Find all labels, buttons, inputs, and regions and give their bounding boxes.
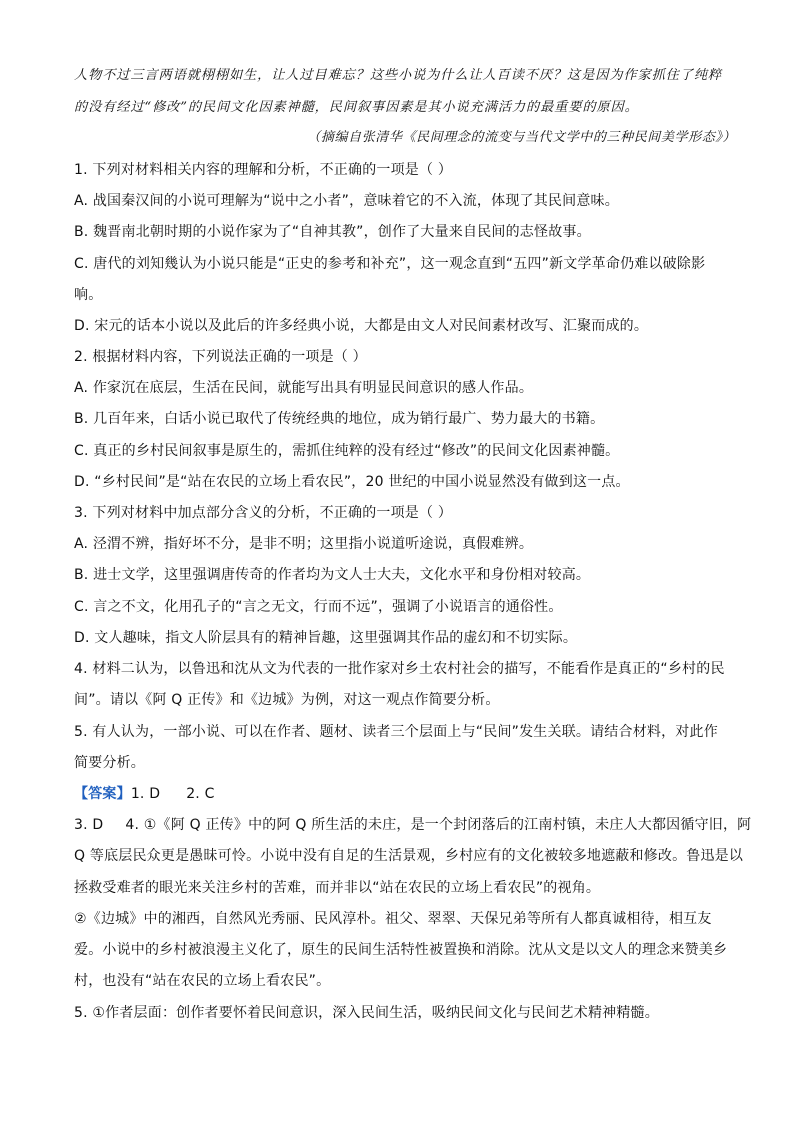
question-4-line-1: 4. 材料二认为，以鲁迅和沈从文为代表的一批作家对乡土农村社会的描写，不能看作是真正的“乡村的民 <box>74 661 725 677</box>
question-3-option-a: A. 泾渭不辨，指好坏不分，是非不明；这里指小说道听途说，真假难辨。 <box>74 536 534 552</box>
question-1-option-a: A. 战国秦汉间的小说可理解为“说中之小者”，意味着它的不入流，体现了其民间意味。 <box>74 193 619 209</box>
answer-5-line-1: 5. ①作者层面：创作者要怀着民间意识，深入民间生活，吸纳民间文化与民间艺术精神精髓。 <box>74 1005 659 1021</box>
question-1-option-c: C. 唐代的刘知幾认为小说只能是“正史的参考和补充”，这一观念直到“五四”新文学革命仍难以破除影 <box>74 256 706 272</box>
question-1-option-d: D. 宋元的话本小说以及此后的许多经典小说，大都是由文人对民间素材改写、汇聚而成的。 <box>74 318 649 334</box>
question-5-line-2: 简要分析。 <box>74 755 145 771</box>
answer-row-1 <box>74 784 734 804</box>
question-3-option-c: C. 言之不文，化用孔子的“言之无文，行而不远”，强调了小说语言的通俗性。 <box>74 599 563 615</box>
question-1-option-b: B. 魏晋南北朝时期的小说作家为了“自神其教”，创作了大量来自民间的志怪故事。 <box>74 224 591 240</box>
question-3-option-b: B. 进士文学，这里强调唐传奇的作者均为文人士大夫，文化水平和身份相对较高。 <box>74 567 591 583</box>
excerpt-line-2: 的没有经过“修改”的民间文化因素神髓，民间叙事因素是其小说充满活力的最重要的原因。 <box>74 100 639 115</box>
answer-4-line-6: 村，也没有“站在农民的立场上看农民”。 <box>74 973 331 989</box>
question-3-option-d: D. 文人趣味，指文人阶层具有的精神旨趣，这里强调其作品的虚幻和不切实际。 <box>74 630 578 646</box>
answer-3: 3. D <box>74 817 104 833</box>
answer-4-line-4: ②《边城》中的湘西，自然风光秀丽、民风淳朴。祖父、翠翠、天保兄弟等所有人都真诚相待，相互友 <box>74 911 712 927</box>
answer-row-2 <box>74 815 752 835</box>
question-2-stem: 2. 根据材料内容，下列说法正确的一项是（ ） <box>74 349 367 365</box>
question-2-option-c: C. 真正的乡村民间叙事是原生的，需抓住纯粹的没有经过“修改”的民间文化因素神髓。 <box>74 443 620 459</box>
question-2-option-a: A. 作家沉在底层，生活在民间，就能写出具有明显民间意识的感人作品。 <box>74 380 534 396</box>
answer-4-line-5: 爱。小说中的乡村被浪漫主义化了，原生的民间生活特性被置换和消除。沈从文是以文人的理念来赞美乡 <box>74 942 728 958</box>
question-1-stem: 1. 下列对材料相关内容的理解和分析，不正确的一项是（ ） <box>74 162 453 178</box>
excerpt-source: （摘编自张清华《民间理念的流变与当代文学中的三种民间美学形态》） <box>307 130 736 145</box>
question-5-line-1: 5. 有人认为，一部小说、可以在作者、题材、读者三个层面上与“民间”发生关联。请结合材料，对此作 <box>74 724 718 740</box>
question-3-stem: 3. 下列对材料中加点部分含义的分析，不正确的一项是（ ） <box>74 505 453 521</box>
question-1-option-c-cont: 响。 <box>74 287 103 303</box>
answer-1: 1. D <box>130 786 161 802</box>
question-2-option-b: B. 几百年来，白话小说已取代了传统经典的地位，成为销行最广、势力最大的书籍。 <box>74 411 605 427</box>
answer-tag: 【答案】 <box>74 786 131 802</box>
question-2-option-d: D. “乡村民间”是“站在农民的立场上看农民”，20 世纪的中国小说显然没有做到这一点。 <box>74 474 630 490</box>
answer-4-line-3: 拯救受难者的眼光来关注乡村的苦难，而并非以“站在农民的立场上看农民”的视角。 <box>74 880 601 896</box>
answer-4-line-2: Q 等底层民众更是愚昧可怜。小说中没有自足的生活景观，乡村应有的文化被较多地遮蔽和修改。鲁迅是以 <box>74 848 744 864</box>
excerpt-line-1: 人物不过三言两语就栩栩如生，让人过目难忘？这些小说为什么让人百读不厌？这是因为作家抓住了纯粹 <box>74 68 723 83</box>
answer-2: 2. C <box>186 786 215 802</box>
question-4-line-2: 间”。请以《阿 Q 正传》和《边城》为例，对这一观点作简要分析。 <box>74 692 500 708</box>
answer-4-line-1: 4. ①《阿 Q 正传》中的阿 Q 所生活的未庄，是一个封闭落后的江南村镇，未庄人大都因循守旧，阿 <box>125 817 752 833</box>
